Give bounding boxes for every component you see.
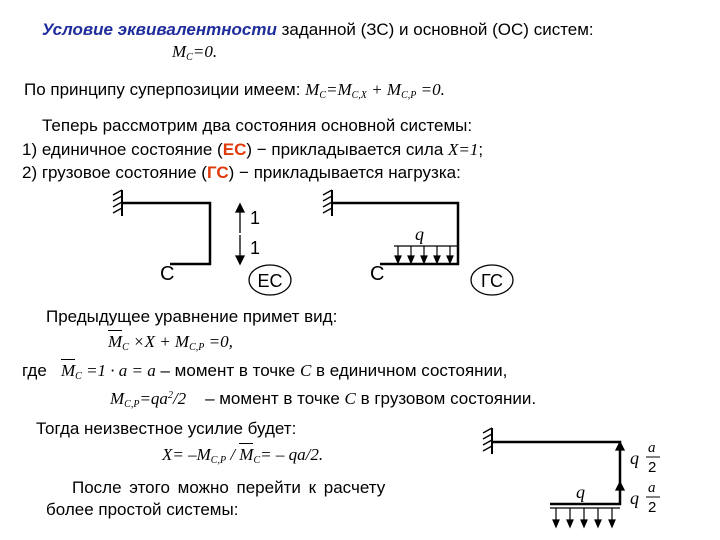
after-line-2: более простой системы: xyxy=(46,500,239,519)
state-one-line xyxy=(22,140,483,160)
bot-den: 2 xyxy=(648,499,657,516)
label-q: q xyxy=(415,224,424,244)
s1-post: ) − прикладывается сила xyxy=(246,140,448,159)
w2-sub: C,P xyxy=(124,399,140,410)
s1-end: ; xyxy=(478,140,484,159)
sp-s1: C xyxy=(319,90,326,101)
wall-hatch xyxy=(323,190,332,216)
w1-text: – момент в точке xyxy=(155,361,300,380)
tag-gs: ГС xyxy=(481,271,503,291)
state-two-line xyxy=(22,163,461,183)
w1-text2: в единичном состоянии, xyxy=(311,361,508,380)
after-line-1: После этого можно перейти к расчету xyxy=(72,478,386,497)
un-sub: C,P xyxy=(210,455,227,466)
unit-state-diagram xyxy=(110,190,300,300)
equation-intro: Предыдущее уравнение примет вид: xyxy=(46,307,338,326)
s2-tag: ГС xyxy=(206,163,229,182)
frame-beam xyxy=(332,203,458,264)
unit-force-arrows xyxy=(236,204,244,264)
title-line xyxy=(42,20,594,40)
formula-sub: C xyxy=(186,52,193,63)
frame-beam xyxy=(492,442,620,504)
s1-tag: ЕС xyxy=(222,140,247,159)
simplified-system-diagram xyxy=(480,420,710,535)
label-q: q xyxy=(576,482,585,502)
sp-m1: M xyxy=(305,80,320,99)
where-line-2 xyxy=(110,386,536,415)
un-tail: = – qa/2. xyxy=(260,445,324,464)
un-x: X= –M xyxy=(162,445,211,464)
w1-m: M xyxy=(60,361,76,380)
bot-q: q xyxy=(630,488,639,508)
tag-es: ЕС xyxy=(257,271,283,291)
un-slash: / xyxy=(226,445,240,464)
w2-expr: =qa xyxy=(139,389,168,408)
title-rest: заданной (ЗС) и основной (ОС) систем: xyxy=(276,20,594,39)
where-gde: где xyxy=(22,361,47,380)
where-line-1 xyxy=(22,361,507,387)
title-emphasis: Условие эквивалентности xyxy=(42,20,277,39)
distributed-load xyxy=(394,246,458,263)
frame-beam xyxy=(122,203,210,264)
w2-sup: 2 xyxy=(167,390,173,401)
label-1a: 1 xyxy=(250,208,261,228)
sp-s2: C,X xyxy=(351,90,367,101)
superposition-line xyxy=(24,80,445,106)
s1-force: X=1 xyxy=(448,140,479,159)
top-q: q xyxy=(630,448,639,468)
wall-hatch xyxy=(483,428,492,454)
w2-expr2: /2 xyxy=(172,389,187,408)
w1-expr: =1 · a = a xyxy=(81,361,156,380)
s2-post: ) − прикладывается нагрузка: xyxy=(228,163,461,182)
equation-formula xyxy=(108,332,233,358)
states-intro: Теперь рассмотрим два состояния основной системы: xyxy=(42,116,473,135)
sp-plus: + M xyxy=(366,80,402,99)
s2-pre: 2) грузовое состояние ( xyxy=(22,163,207,182)
un-sub2: C xyxy=(253,455,261,466)
w1-sub: C xyxy=(75,371,82,382)
formula-tail: =0. xyxy=(192,42,218,61)
sp-eq: =M xyxy=(326,80,352,99)
wall-hatch xyxy=(113,190,122,216)
w1-point: C xyxy=(299,361,312,380)
label-c2: C xyxy=(370,263,385,285)
top-den: 2 xyxy=(648,459,657,476)
w2-point: C xyxy=(344,389,356,408)
distributed-load xyxy=(550,508,620,527)
sp-tail: =0. xyxy=(416,80,445,99)
condition-formula xyxy=(172,42,217,68)
eq-sub: C xyxy=(122,342,129,353)
sp-s3: C,P xyxy=(401,90,417,101)
eq-m: M xyxy=(108,332,123,351)
w2-text2: в грузовом состоянии. xyxy=(355,389,537,408)
unknown-formula xyxy=(162,445,323,471)
eq-sub2: C,P xyxy=(189,342,205,353)
w2-text: – момент в точке xyxy=(200,389,345,408)
eq-times: ×X + M xyxy=(128,332,190,351)
load-state-diagram xyxy=(320,190,520,300)
bot-num: a xyxy=(648,480,656,496)
eq-tail: =0, xyxy=(204,332,233,351)
un-m: M xyxy=(239,445,254,464)
unknown-intro: Тогда неизвестное усилие будет: xyxy=(36,419,297,438)
s1-pre: 1) единичное состояние ( xyxy=(22,140,223,159)
formula-m: M xyxy=(172,42,187,61)
superposition-prefix: По принципу суперпозиции имеем: xyxy=(24,80,306,99)
top-num: a xyxy=(648,440,656,456)
w2-m: M xyxy=(110,389,125,408)
label-1b: 1 xyxy=(250,238,261,258)
label-c1: C xyxy=(160,263,175,285)
